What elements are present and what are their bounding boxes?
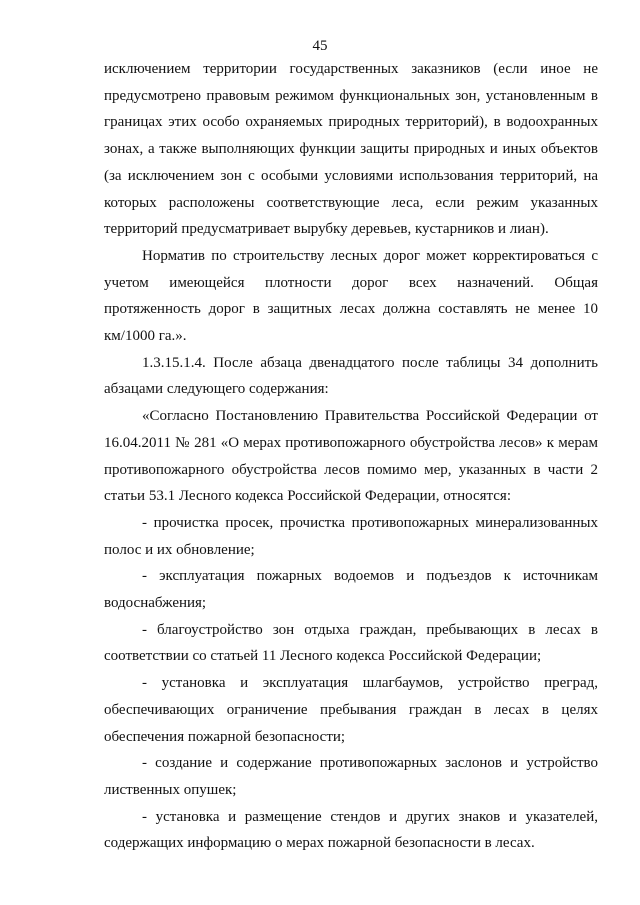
- text-line: которых расположены соответствующие леса, если режим указанных: [104, 194, 598, 211]
- document-body: [104, 56, 598, 857]
- page-number: 45: [312, 38, 328, 54]
- text-line: соответствии со статьей 11 Лесного кодекса Российской Федерации;: [104, 648, 542, 665]
- text-line: - благоустройство зон отдыха граждан, пребывающих в лесах в: [142, 621, 598, 638]
- text-line: водоснабжения;: [104, 595, 207, 612]
- list-item-clearing: [104, 510, 598, 563]
- text-line: - эксплуатация пожарных водоемов и подъездов к источникам: [142, 568, 598, 585]
- text-line: полос и их обновление;: [104, 541, 255, 558]
- text-line: протяженность дорог в защитных лесах должна составлять не менее 10: [104, 301, 598, 318]
- text-line: территорий предусматривает вырубку деревьев, кустарников и лиан).: [104, 221, 549, 238]
- text-line: «Согласно Постановлению Правительства Российской Федерации от: [142, 408, 598, 425]
- text-line: зонах, а также выполняющих функции защиты природных и иных объектов: [104, 141, 598, 158]
- text-line: содержащих информацию о мерах пожарной безопасности в лесах.: [104, 835, 535, 852]
- text-line: статьи 53.1 Лесного кодекса Российской Федерации, относятся:: [104, 488, 511, 505]
- text-line: (за исключением зон с особыми условиями использования территорий, на: [104, 167, 598, 184]
- text-line: лиственных опушек;: [104, 781, 237, 798]
- list-item-information-stands: [104, 804, 598, 857]
- list-item-barriers: [104, 670, 598, 750]
- text-line: км/1000 га.».: [104, 328, 187, 345]
- text-line: предусмотрено правовым режимом функциональных зон, установленным в: [104, 87, 598, 104]
- text-line: Норматив по строительству лесных дорог может корректироваться с: [142, 247, 598, 264]
- text-line: учетом имеющейся плотности дорог всех назначений. Общая: [104, 274, 598, 291]
- text-line: 16.04.2011 № 281 «О мерах противопожарного обустройства лесов» к мерам: [104, 434, 598, 451]
- text-line: 1.3.15.1.4. После абзаца двенадцатого после таблицы 34 дополнить: [142, 354, 598, 371]
- text-line: - создание и содержание противопожарных заслонов и устройство: [142, 755, 598, 772]
- paragraph-amendment-1-3-15-1-4: [104, 350, 598, 403]
- list-item-water-bodies: [104, 563, 598, 616]
- text-line: - установка и эксплуатация шлагбаумов, устройство преград,: [142, 675, 598, 692]
- text-line: - установка и размещение стендов и других знаков и указателей,: [142, 808, 598, 825]
- text-line: - прочистка просек, прочистка противопожарных минерализованных: [142, 514, 598, 531]
- list-item-fire-breaks: [104, 750, 598, 803]
- text-line: обеспечения пожарной безопасности;: [104, 728, 346, 745]
- paragraph-zakazniki-continuation: [104, 56, 598, 243]
- text-line: абзацами следующего содержания:: [104, 381, 329, 398]
- text-line: исключением территории государственных заказников (если иное не: [104, 61, 598, 77]
- paragraph-road-norm: [104, 243, 598, 350]
- text-line: обеспечивающих ограничение пребывания граждан в лесах в целях: [104, 701, 598, 718]
- text-line: границах этих особо охраняемых природных территорий), в водоохранных: [104, 114, 598, 131]
- text-line: противопожарного обустройства лесов помимо мер, указанных в части 2: [104, 461, 598, 478]
- paragraph-government-decree: [104, 403, 598, 510]
- list-item-recreation-zones: [104, 617, 598, 670]
